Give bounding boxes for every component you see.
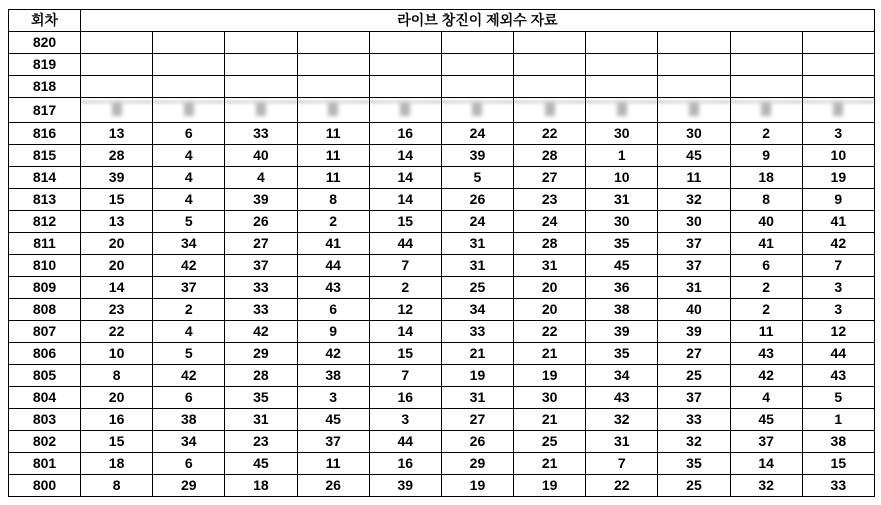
number-cell: 33 [225, 277, 297, 299]
number-cell: 38 [297, 365, 369, 387]
number-cell: 43 [730, 343, 802, 365]
number-cell: 11 [730, 321, 802, 343]
empty-cell [514, 76, 586, 98]
round-cell: 809 [9, 277, 81, 299]
number-cell: 38 [802, 431, 874, 453]
redacted-value [761, 102, 771, 116]
number-cell: 28 [81, 145, 153, 167]
table-row [9, 211, 875, 233]
number-cell: 4 [153, 189, 225, 211]
number-cell: 31 [441, 255, 513, 277]
number-cell: 20 [81, 387, 153, 409]
blurred-cell [153, 98, 225, 123]
number-cell: 23 [514, 189, 586, 211]
number-cell: 27 [514, 167, 586, 189]
empty-cell [441, 76, 513, 98]
empty-cell [153, 76, 225, 98]
number-cell: 9 [802, 189, 874, 211]
table-row [9, 475, 875, 497]
number-cell: 39 [441, 145, 513, 167]
number-cell: 43 [802, 365, 874, 387]
table-row [9, 409, 875, 431]
round-cell: 800 [9, 475, 81, 497]
empty-cell [225, 54, 297, 76]
round-cell: 820 [9, 32, 81, 54]
number-cell: 6 [297, 299, 369, 321]
number-cell: 8 [730, 189, 802, 211]
round-column-header: 회차 [9, 10, 81, 32]
number-cell: 34 [153, 233, 225, 255]
number-cell: 44 [369, 431, 441, 453]
number-cell: 27 [658, 343, 730, 365]
number-cell: 29 [225, 343, 297, 365]
table-row [9, 54, 875, 76]
number-cell: 13 [81, 123, 153, 145]
number-cell: 30 [658, 123, 730, 145]
number-cell: 44 [297, 255, 369, 277]
number-cell: 12 [369, 299, 441, 321]
number-cell: 35 [225, 387, 297, 409]
number-cell: 2 [730, 277, 802, 299]
number-cell: 11 [297, 123, 369, 145]
round-cell: 816 [9, 123, 81, 145]
table-row [9, 365, 875, 387]
number-cell: 23 [81, 299, 153, 321]
number-cell: 35 [586, 233, 658, 255]
number-cell: 15 [802, 453, 874, 475]
number-cell: 32 [586, 409, 658, 431]
number-cell: 16 [81, 409, 153, 431]
empty-cell [441, 32, 513, 54]
number-cell: 16 [369, 123, 441, 145]
number-cell: 14 [369, 145, 441, 167]
number-cell: 44 [802, 343, 874, 365]
number-cell: 1 [802, 409, 874, 431]
number-cell: 22 [514, 321, 586, 343]
number-cell: 33 [658, 409, 730, 431]
number-cell: 4 [730, 387, 802, 409]
number-cell: 25 [658, 365, 730, 387]
number-cell: 2 [369, 277, 441, 299]
redacted-value [617, 102, 627, 116]
number-cell: 39 [658, 321, 730, 343]
blurred-cell [297, 98, 369, 123]
empty-cell [81, 76, 153, 98]
number-cell: 2 [297, 211, 369, 233]
number-cell: 3 [802, 299, 874, 321]
number-cell: 16 [369, 453, 441, 475]
number-cell: 33 [225, 299, 297, 321]
table-row [9, 145, 875, 167]
number-cell: 34 [441, 299, 513, 321]
empty-cell [225, 76, 297, 98]
number-cell: 13 [81, 211, 153, 233]
number-cell: 44 [369, 233, 441, 255]
number-cell: 42 [153, 365, 225, 387]
number-cell: 18 [225, 475, 297, 497]
table-row [9, 343, 875, 365]
number-cell: 18 [730, 167, 802, 189]
number-cell: 22 [81, 321, 153, 343]
number-cell: 4 [225, 167, 297, 189]
empty-cell [730, 54, 802, 76]
number-cell: 28 [514, 145, 586, 167]
empty-cell [225, 32, 297, 54]
round-cell: 814 [9, 167, 81, 189]
number-cell: 4 [153, 321, 225, 343]
round-cell: 803 [9, 409, 81, 431]
number-cell: 28 [514, 233, 586, 255]
empty-cell [297, 32, 369, 54]
redacted-value [689, 102, 699, 116]
number-cell: 25 [514, 431, 586, 453]
table-row [9, 189, 875, 211]
number-cell: 42 [153, 255, 225, 277]
number-cell: 5 [153, 211, 225, 233]
blurred-cell [441, 98, 513, 123]
number-cell: 36 [586, 277, 658, 299]
number-cell: 21 [514, 453, 586, 475]
number-cell: 15 [81, 189, 153, 211]
number-cell: 22 [514, 123, 586, 145]
blurred-cell [81, 98, 153, 123]
number-cell: 26 [441, 189, 513, 211]
table-title: 라이브 창진이 제외수 자료 [81, 10, 875, 32]
number-cell: 7 [802, 255, 874, 277]
number-cell: 24 [441, 211, 513, 233]
redacted-value [184, 102, 194, 116]
empty-cell [802, 54, 874, 76]
header-row [9, 10, 875, 32]
number-cell: 3 [369, 409, 441, 431]
number-cell: 39 [586, 321, 658, 343]
empty-cell [802, 76, 874, 98]
number-cell: 1 [586, 145, 658, 167]
number-cell: 11 [297, 145, 369, 167]
number-cell: 37 [225, 255, 297, 277]
number-cell: 20 [514, 277, 586, 299]
round-cell: 804 [9, 387, 81, 409]
number-cell: 42 [730, 365, 802, 387]
number-cell: 40 [658, 299, 730, 321]
number-cell: 34 [153, 431, 225, 453]
number-cell: 5 [802, 387, 874, 409]
number-cell: 10 [81, 343, 153, 365]
round-cell: 813 [9, 189, 81, 211]
number-cell: 34 [586, 365, 658, 387]
number-cell: 31 [225, 409, 297, 431]
number-cell: 42 [225, 321, 297, 343]
table-row [9, 255, 875, 277]
number-cell: 11 [297, 453, 369, 475]
number-cell: 21 [514, 343, 586, 365]
empty-cell [730, 32, 802, 54]
number-cell: 6 [153, 453, 225, 475]
blurred-cell [730, 98, 802, 123]
number-cell: 3 [802, 123, 874, 145]
round-cell: 805 [9, 365, 81, 387]
empty-cell [586, 76, 658, 98]
empty-cell [153, 54, 225, 76]
blurred-cell [658, 98, 730, 123]
empty-cell [658, 54, 730, 76]
number-cell: 29 [153, 475, 225, 497]
number-cell: 8 [81, 475, 153, 497]
number-cell: 25 [658, 475, 730, 497]
empty-cell [586, 54, 658, 76]
redacted-value [256, 102, 266, 116]
round-cell: 802 [9, 431, 81, 453]
table-body [9, 32, 875, 497]
empty-cell [153, 32, 225, 54]
round-cell: 811 [9, 233, 81, 255]
empty-cell [81, 54, 153, 76]
empty-cell [802, 32, 874, 54]
number-cell: 6 [153, 123, 225, 145]
number-cell: 19 [514, 475, 586, 497]
number-cell: 31 [658, 277, 730, 299]
redacted-value [545, 102, 555, 116]
blurred-cell [802, 98, 874, 123]
number-cell: 24 [441, 123, 513, 145]
number-cell: 33 [802, 475, 874, 497]
table-row [9, 387, 875, 409]
blurred-cell [586, 98, 658, 123]
number-cell: 40 [225, 145, 297, 167]
number-cell: 31 [441, 387, 513, 409]
empty-cell [297, 54, 369, 76]
round-cell: 815 [9, 145, 81, 167]
number-cell: 5 [153, 343, 225, 365]
number-cell: 31 [514, 255, 586, 277]
blurred-cell [225, 98, 297, 123]
number-cell: 42 [802, 233, 874, 255]
number-cell: 10 [802, 145, 874, 167]
number-cell: 8 [297, 189, 369, 211]
number-cell: 14 [369, 167, 441, 189]
number-cell: 45 [225, 453, 297, 475]
empty-cell [658, 76, 730, 98]
round-cell: 819 [9, 54, 81, 76]
number-cell: 28 [225, 365, 297, 387]
number-cell: 15 [81, 431, 153, 453]
number-cell: 30 [658, 211, 730, 233]
number-cell: 15 [369, 343, 441, 365]
number-cell: 5 [441, 167, 513, 189]
number-cell: 30 [586, 123, 658, 145]
number-cell: 41 [730, 233, 802, 255]
table-row [9, 299, 875, 321]
redacted-value [328, 102, 338, 116]
table-row [9, 32, 875, 54]
table-row [9, 277, 875, 299]
round-cell: 807 [9, 321, 81, 343]
number-cell: 2 [153, 299, 225, 321]
empty-cell [514, 54, 586, 76]
number-cell: 45 [730, 409, 802, 431]
number-cell: 31 [586, 189, 658, 211]
number-cell: 22 [586, 475, 658, 497]
number-cell: 37 [658, 255, 730, 277]
round-cell: 801 [9, 453, 81, 475]
number-cell: 26 [297, 475, 369, 497]
redacted-value [400, 102, 410, 116]
number-cell: 32 [730, 475, 802, 497]
redacted-value [472, 102, 482, 116]
table-row [9, 233, 875, 255]
empty-cell [730, 76, 802, 98]
round-cell: 806 [9, 343, 81, 365]
number-cell: 37 [658, 387, 730, 409]
number-cell: 37 [297, 431, 369, 453]
number-cell: 45 [297, 409, 369, 431]
number-cell: 35 [586, 343, 658, 365]
number-cell: 29 [441, 453, 513, 475]
empty-cell [658, 32, 730, 54]
number-cell: 7 [369, 365, 441, 387]
number-cell: 3 [297, 387, 369, 409]
empty-cell [586, 32, 658, 54]
number-cell: 45 [658, 145, 730, 167]
number-cell: 38 [153, 409, 225, 431]
number-cell: 10 [586, 167, 658, 189]
round-cell: 812 [9, 211, 81, 233]
number-cell: 41 [297, 233, 369, 255]
number-cell: 33 [225, 123, 297, 145]
round-cell: 810 [9, 255, 81, 277]
number-cell: 33 [441, 321, 513, 343]
empty-cell [369, 54, 441, 76]
exclusion-number-table [8, 9, 875, 497]
number-cell: 31 [586, 431, 658, 453]
number-cell: 8 [81, 365, 153, 387]
table-row [9, 321, 875, 343]
number-cell: 19 [514, 365, 586, 387]
empty-cell [369, 32, 441, 54]
number-cell: 6 [730, 255, 802, 277]
number-cell: 16 [369, 387, 441, 409]
number-cell: 14 [81, 277, 153, 299]
number-cell: 37 [730, 431, 802, 453]
number-cell: 11 [658, 167, 730, 189]
number-cell: 15 [369, 211, 441, 233]
number-cell: 37 [153, 277, 225, 299]
number-cell: 40 [730, 211, 802, 233]
table-row [9, 76, 875, 98]
blurred-cell [369, 98, 441, 123]
number-cell: 41 [802, 211, 874, 233]
number-cell: 30 [586, 211, 658, 233]
number-cell: 43 [586, 387, 658, 409]
number-cell: 39 [225, 189, 297, 211]
number-cell: 32 [658, 431, 730, 453]
number-cell: 14 [369, 189, 441, 211]
number-cell: 21 [514, 409, 586, 431]
number-cell: 30 [514, 387, 586, 409]
empty-cell [81, 32, 153, 54]
number-cell: 20 [514, 299, 586, 321]
number-cell: 3 [802, 277, 874, 299]
number-cell: 20 [81, 255, 153, 277]
empty-cell [441, 54, 513, 76]
number-cell: 2 [730, 299, 802, 321]
number-cell: 14 [730, 453, 802, 475]
number-cell: 7 [369, 255, 441, 277]
number-cell: 39 [81, 167, 153, 189]
number-cell: 39 [369, 475, 441, 497]
number-cell: 31 [441, 233, 513, 255]
number-cell: 4 [153, 145, 225, 167]
number-cell: 27 [225, 233, 297, 255]
number-cell: 7 [586, 453, 658, 475]
redacted-value [833, 102, 843, 116]
table-row [9, 98, 875, 123]
empty-cell [514, 32, 586, 54]
table-row [9, 123, 875, 145]
number-cell: 11 [297, 167, 369, 189]
number-cell: 20 [81, 233, 153, 255]
number-cell: 32 [658, 189, 730, 211]
redacted-value [112, 102, 122, 116]
table-row [9, 431, 875, 453]
table-row [9, 167, 875, 189]
number-cell: 9 [730, 145, 802, 167]
number-cell: 4 [153, 167, 225, 189]
number-cell: 38 [586, 299, 658, 321]
round-cell: 817 [9, 98, 81, 123]
table-row [9, 453, 875, 475]
number-cell: 42 [297, 343, 369, 365]
number-cell: 21 [441, 343, 513, 365]
number-cell: 19 [441, 475, 513, 497]
number-cell: 19 [441, 365, 513, 387]
number-cell: 14 [369, 321, 441, 343]
number-cell: 6 [153, 387, 225, 409]
number-cell: 2 [730, 123, 802, 145]
number-cell: 26 [225, 211, 297, 233]
number-cell: 37 [658, 233, 730, 255]
number-cell: 24 [514, 211, 586, 233]
number-cell: 18 [81, 453, 153, 475]
number-cell: 25 [441, 277, 513, 299]
number-cell: 35 [658, 453, 730, 475]
number-cell: 43 [297, 277, 369, 299]
blurred-cell [514, 98, 586, 123]
empty-cell [297, 76, 369, 98]
number-cell: 23 [225, 431, 297, 453]
number-cell: 26 [441, 431, 513, 453]
number-cell: 12 [802, 321, 874, 343]
round-cell: 808 [9, 299, 81, 321]
number-cell: 19 [802, 167, 874, 189]
round-cell: 818 [9, 76, 81, 98]
number-cell: 9 [297, 321, 369, 343]
number-cell: 45 [586, 255, 658, 277]
empty-cell [369, 76, 441, 98]
number-cell: 27 [441, 409, 513, 431]
